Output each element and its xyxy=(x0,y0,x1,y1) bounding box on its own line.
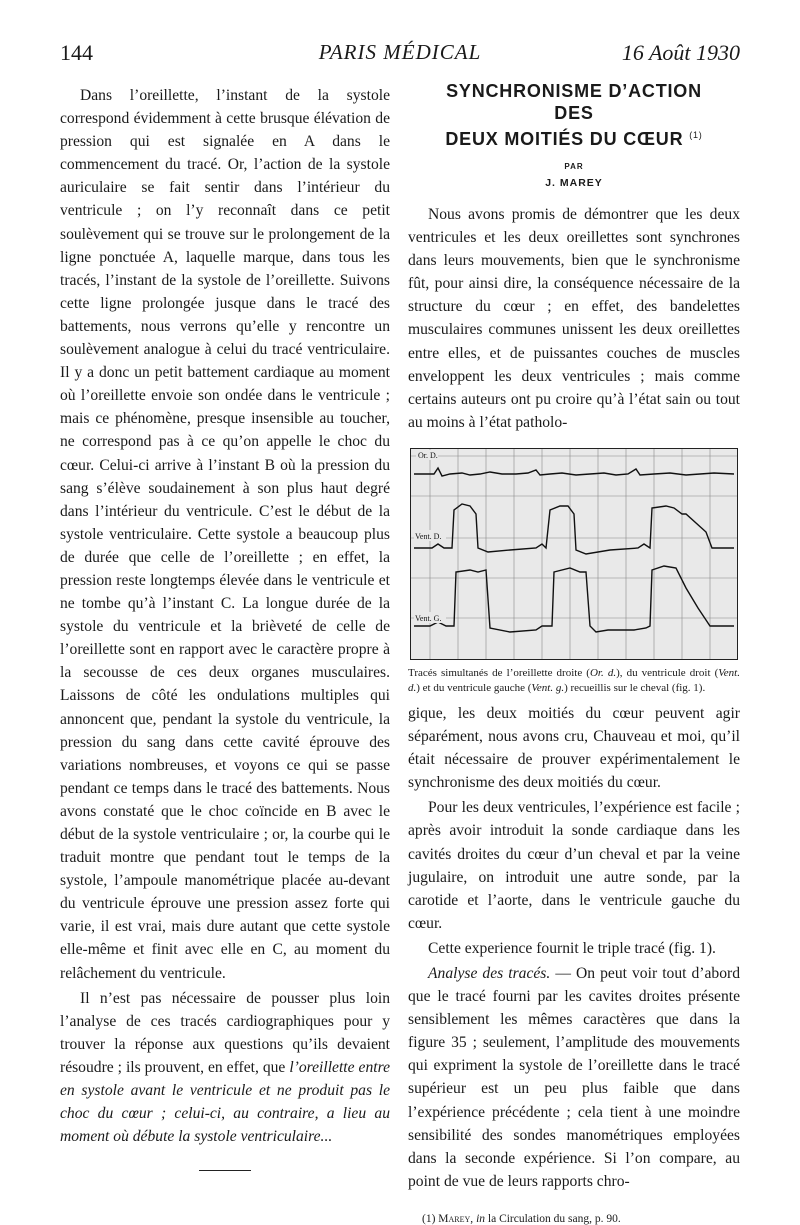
figure-caption xyxy=(408,666,740,696)
caption-part: Tracés simultanés de l’oreillette droite ( xyxy=(408,666,590,679)
figure-label-middle: Vent. D. xyxy=(415,531,442,541)
byline-par: PAR xyxy=(564,162,584,171)
issue-date: 16 Août 1930 xyxy=(621,40,740,65)
page-number: 144 xyxy=(60,40,93,65)
title-line-2: DES xyxy=(554,103,594,123)
figure-background xyxy=(410,448,738,660)
footnote-text: la Circulation du sang, p. 90. xyxy=(487,1212,621,1225)
analysis-paragraph xyxy=(408,962,740,1193)
left-paragraph-2-italic: l’oreillette entre en systole avant le ventricule et ne produit pas le choc du cœur ; celui-ci, au contraire, a lieu au moment où débute la systole ventriculaire... xyxy=(60,1058,390,1146)
left-paragraph-2 xyxy=(60,987,390,1149)
section-end-rule xyxy=(199,1170,251,1171)
footnote xyxy=(408,1213,740,1225)
ventricles-paragraph: Pour les deux ventricules, l’expérience est facile ; après avoir introduit la sonde cardiaque dans les cavités droites du cœur d’un cheval et par la veine jugulaire, on introduit une autre sonde, par la carotide et l’aorte, dans le ventricule gauche du cœur. xyxy=(408,799,740,932)
title-line-3 xyxy=(408,124,740,150)
article-title xyxy=(408,80,740,150)
caption-part: ) et du ventricule gauche ( xyxy=(416,681,532,694)
left-paragraph-1: Dans l’oreillette, l’instant de la systole correspond évidemment à cette brusque élévation de pression qui est signalée en A dans le commencement du tracé. Or, l’action de la systole auriculaire se fait sentir dans l’intérieur du ventricule ; on l’y reconnaît dans ce petit soulèvement qui se trouve sur le prolongement de la ligne ponctuée A, laquelle marque, dans tous les tracés, l’instant de la systole de l’oreillette. Suivons cette ligne prolongée jusque dans le tracé des battements, nous verrons qu’elle y rencontre un soulèvement analogue à celui du tracé ventriculaire. Il y a donc un petit battement cardiaque au moment où l’oreillette envoie son ondée dans le ventricule ; mais ce phénomène, presque insensible au toucher, ne correspond pas à ce qu’on appelle le choc du cœur. Celui-ci arrive à l’instant B où la pression du sang s’élève soudainement à son plus haut degré dans l’intérieur du ventricule. C’est le début de la systole ventriculaire. Cette systole a beaucoup plus de durée que celle de l’oreillette ; en effet, la pression reste longtemps élevée dans le ventricule et ne tombe qu’à l’instant C. La longue durée de la systole du ventricule et la brièveté de celle de l’oreillette sont en rapport avec le caractère propre à la secousse de ces deux organes musculaires. Laissons de côté les ondulations multiples qui annoncent que, pendant la systole du ventricule, la pression du sang dans cette cavité éprouve des variations nombreuses, et voyons ce qui se passe pendant ce temps dans le tracé des battements. Nous avons constaté que le choc coïncide en B avec le début de la systole ventriculaire ; or, la courbe qui le traduit montre que pendant tout le temps de la systole, l’ampoule manométrique placée au-devant du ventricule éprouve une pression assez forte qui varie, il est vrai, mais dure autant que cette systole elle-même et finit avec elle en C, au moment du relâchement du ventricule. xyxy=(60,87,390,982)
journal-title: PARIS MÉDICAL xyxy=(318,40,482,64)
title-footnote-ref[interactable]: (1) xyxy=(689,130,703,140)
title-line-1: SYNCHRONISME D’ACTION xyxy=(446,81,702,101)
triple-trace-paragraph: Cette experience fournit le triple tracé (fig. 1). xyxy=(428,939,716,957)
analysis-label: Analyse des tracés. xyxy=(428,964,551,982)
caption-italic: Vent. d. xyxy=(408,666,740,694)
title-line-3-text: DEUX MOITIÉS DU CŒUR xyxy=(445,129,684,149)
caption-part: ), du ventricule droit ( xyxy=(616,666,719,679)
figure-label-top: Or. D. xyxy=(418,450,438,460)
right-column xyxy=(408,80,740,1225)
continuation-paragraph: gique, les deux moitiés du cœur peuvent agir séparément, nous avons cru, Chauveau et moi, qu’il était nécessaire de prouver expérimentalement le synchronisme des deux moitiés du cœur. xyxy=(408,704,740,792)
left-paragraph-2-text: Il n’est pas nécessaire de pousser plus loin l’analyse de ces tracés cardiographiques pour y trouver la réponse aux questions qu’ils devaient résoudre ; ils prouvent, en effet, que xyxy=(60,989,390,1076)
footnote-number: (1) xyxy=(422,1212,436,1225)
caption-part: ) recueillis sur le cheval (fig. 1). xyxy=(564,681,706,694)
footnote-in: in xyxy=(476,1212,486,1225)
analysis-text: — On peut voir tout d’abord que le tracé fourni par les cavites droites présente sensiblement les mêmes caractères que dans la figure 35 ; seulement, l’amplitude des mouvements qui expriment la systole de l’oreillette dans le tracé supérieur est un peu plus faible que dans l’expérience précédente ; cela tient à une moindre sensibilité des sondes manométriques employées dans la seconde expérience. Si l’on compare, au point de vue de leurs rapports chro- xyxy=(408,964,741,1190)
cardiograph-figure xyxy=(410,448,738,660)
left-column xyxy=(60,84,390,1171)
cardiograph-traces xyxy=(410,448,738,660)
figure-label-bottom: Vent. G. xyxy=(415,613,442,623)
caption-italic: Vent. g. xyxy=(531,681,565,694)
footnote-author: Marey, xyxy=(438,1212,474,1225)
article-intro xyxy=(408,203,740,434)
caption-italic: Or. d. xyxy=(589,666,617,679)
intro-paragraph: Nous avons promis de démontrer que les deux ventricules et les deux oreillettes sont synchrones dans leurs mouvements, bien que le synchronisme fût, pour ainsi dire, la conséquence nécessaire de la structure du cœur ; en effet, des bandelettes musculaires communes unissent les deux oreillettes entre elles, et de puissantes couches de muscles enveloppent les deux ventricules ; mais comme certains auteurs ont pu croire qu’à l’état sain ou tout au moins à l’état patholo- xyxy=(408,206,740,431)
article-body xyxy=(408,702,740,1193)
article-author: J. MAREY xyxy=(545,177,603,189)
running-header xyxy=(60,40,740,70)
